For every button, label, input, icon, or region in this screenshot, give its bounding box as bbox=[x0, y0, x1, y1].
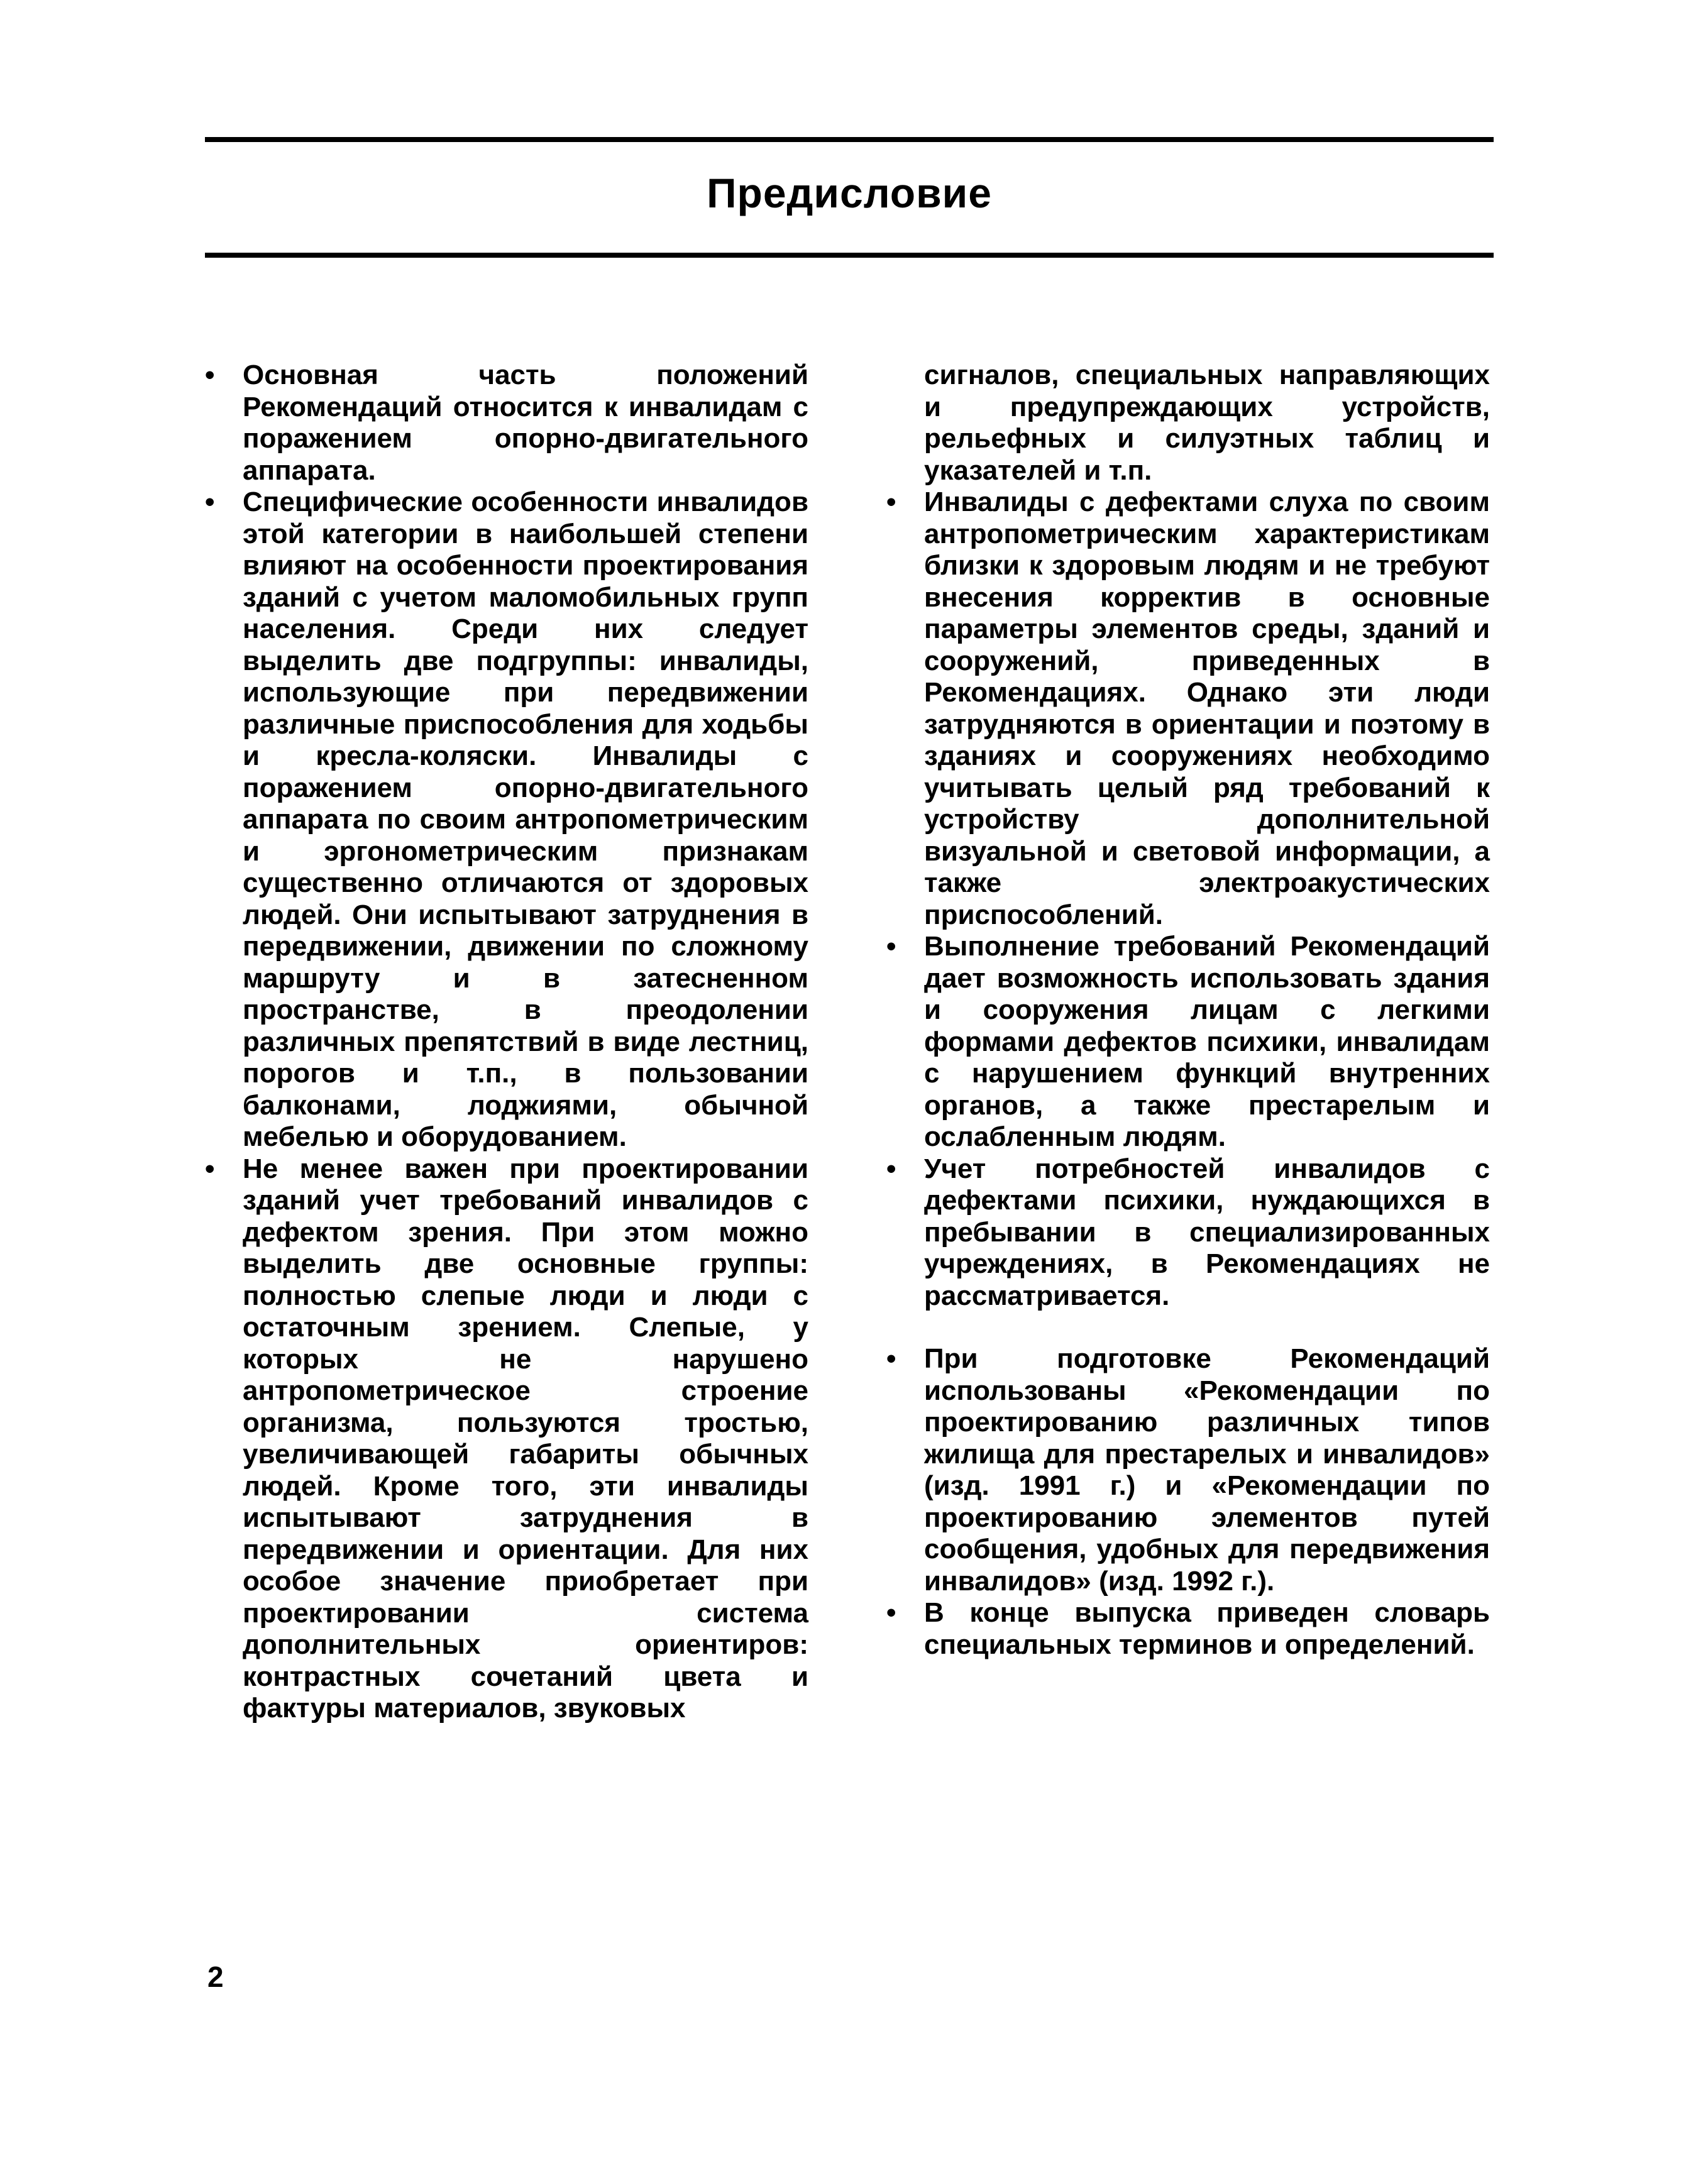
header-bottom-rule bbox=[205, 253, 1494, 258]
right-column bbox=[886, 360, 1490, 1661]
bullet-icon: • bbox=[886, 1597, 896, 1628]
list-item bbox=[886, 1597, 1490, 1661]
bullet-icon: • bbox=[886, 1343, 896, 1374]
list-item bbox=[205, 1153, 808, 1725]
list-item bbox=[205, 360, 808, 487]
list-item bbox=[886, 931, 1490, 1153]
list-item-text: В конце выпуска приведен словарь специальных терминов и определений. bbox=[924, 1597, 1490, 1660]
bullet-icon: • bbox=[886, 487, 896, 517]
bullet-icon: • bbox=[205, 487, 215, 517]
page-title: Предисловие bbox=[707, 170, 992, 216]
list-item bbox=[205, 487, 808, 1153]
bullet-icon: • bbox=[205, 360, 215, 390]
header-top-rule bbox=[205, 137, 1494, 142]
list-item bbox=[886, 1153, 1490, 1312]
list-item-text: Основная часть положений Рекомендаций относится к инвалидам с поражением опорно-двигательного аппарата. bbox=[243, 360, 808, 486]
bullet-icon: • bbox=[205, 1153, 215, 1184]
list-item bbox=[886, 487, 1490, 931]
bullet-icon: • bbox=[886, 931, 896, 962]
list-item-text: Инвалиды с дефектами слуха по своим антропометрическим характеристикам близки к здоровым людям и не требуют внесения корректив в основные параметры элементов среды, зданий и сооружений, приведенных в Рекомендациях. Однако эти люди затрудняются в ориентации и поэтому в зданиях и сооружениях необходимо учитывать целый ряд требований к устройству дополнительной визуальной и световой информации, а также электроакустических приспособлений. bbox=[924, 487, 1490, 930]
paragraph-gap bbox=[886, 1312, 1490, 1343]
list-item-text: Выполнение требований Рекомендаций дает возможность использовать здания и сооружения лицам с легкими формами дефектов психики, инвалидам с нарушением функций внутренних органов, а также престарелым и ослабленным людям. bbox=[924, 931, 1490, 1152]
list-item-text: Не менее важен при проектировании зданий учет требований инвалидов с дефектом зрения. При этом можно выделить две основные группы: полностью слепые люди и люди с остаточным зрением. Слепые, у которых не нарушено антропометрическое строение организма, пользуются тростью, увеличивающей габариты обычных людей. Кроме того, эти инвалиды испытывают затруднения в передвижении и ориентации. Для них особое значение приобретает при проектировании система дополнительных ориентиров: контрастных сочетаний цвета и фактуры материалов, звуковых bbox=[243, 1153, 808, 1724]
list-item-text: Учет потребностей инвалидов с дефектами психики, нуждающихся в пребывании в специализированных учреждениях, в Рекомендациях не рассматривается. bbox=[924, 1153, 1490, 1311]
continuation-text: сигналов, специальных направляющих и предупреждающих устройств, рельефных и силуэтных таблиц и указателей и т.п. bbox=[924, 360, 1490, 486]
list-item-text: Специфические особенности инвалидов этой категории в наибольшей степени влияют на особенности проектирования зданий с учетом маломобильных групп населения. Среди них следует выделить две подгруппы: инвалиды, использующие при передвижении различные приспособления для ходьбы и кресла-коляски. Инвалиды с поражением опорно-двигательного аппарата по своим антропометрическим и эргонометрическим признакам существенно отличаются от здоровых людей. Они испытывают затруднения в передвижении, движении по сложному маршруту и в затесненном пространстве, в преодолении различных препятствий в виде лестниц, порогов и т.п., в пользовании балконами, лоджиями, обычной мебелью и оборудованием. bbox=[243, 487, 808, 1152]
list-item-continuation bbox=[886, 360, 1490, 487]
left-column bbox=[205, 360, 808, 1725]
bullet-icon: • bbox=[886, 1153, 896, 1184]
list-item bbox=[886, 1343, 1490, 1597]
page-number: 2 bbox=[207, 1960, 224, 1993]
list-item-text: При подготовке Рекомендаций использованы «Рекомендации по проектированию различных типов жилища для престарелых и инвалидов» (изд. 1991 г.) и «Рекомендации по проектированию элементов путей сообщения, удобных для передвижения инвалидов» (изд. 1992 г.). bbox=[924, 1343, 1490, 1597]
